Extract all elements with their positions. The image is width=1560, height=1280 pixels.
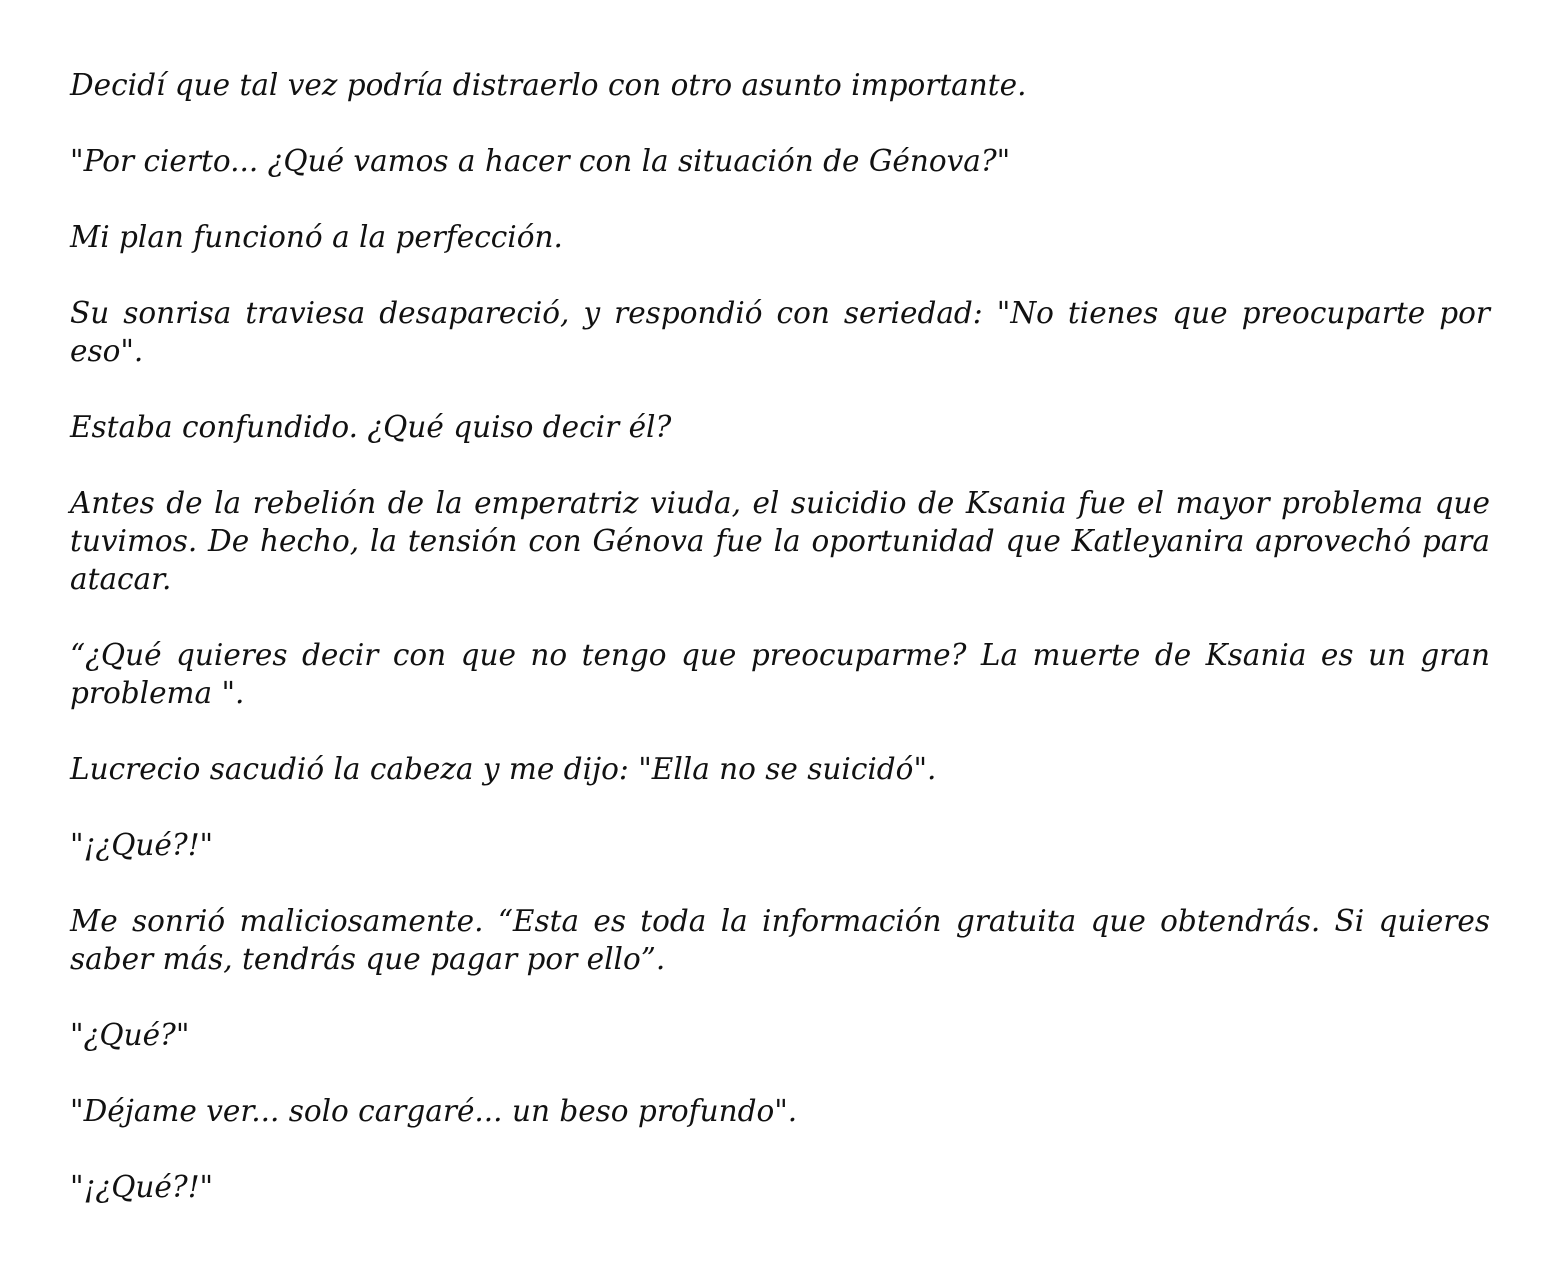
paragraph: Mi plan funcionó a la perfección. — [70, 220, 563, 254]
document-body — [70, 66, 1490, 1244]
paragraph: Su sonrisa traviesa desapareció, y respondió con seriedad: "No tienes que preocuparte por eso". — [70, 296, 1490, 368]
paragraph: Estaba confundido. ¿Qué quiso decir él? — [70, 410, 672, 444]
paragraph: "Déjame ver... solo cargaré... un beso profundo". — [70, 1094, 798, 1128]
paragraph: "¡¿Qué?!" — [70, 1170, 214, 1204]
paragraph: "Por cierto... ¿Qué vamos a hacer con la situación de Génova?" — [70, 144, 1011, 178]
paragraph: "¡¿Qué?!" — [70, 828, 214, 862]
paragraph: "¿Qué?" — [70, 1018, 190, 1052]
paragraph: Antes de la rebelión de la emperatriz viuda, el suicidio de Ksania fue el mayor problema que tuvimos. De hecho, la tensión con Génova fue la oportunidad que Katleyanira aprovechó para atacar. — [70, 486, 1490, 596]
paragraph: Me sonrió maliciosamente. “Esta es toda la información gratuita que obtendrás. Si quieres saber más, tendrás que pagar por ello”. — [70, 904, 1490, 976]
paragraph: “¿Qué quieres decir con que no tengo que preocuparme? La muerte de Ksania es un gran problema ". — [70, 638, 1490, 710]
paragraph: Lucrecio sacudió la cabeza y me dijo: "Ella no se suicidó". — [70, 752, 937, 786]
paragraph: Decidí que tal vez podría distraerlo con otro asunto importante. — [70, 68, 1027, 102]
